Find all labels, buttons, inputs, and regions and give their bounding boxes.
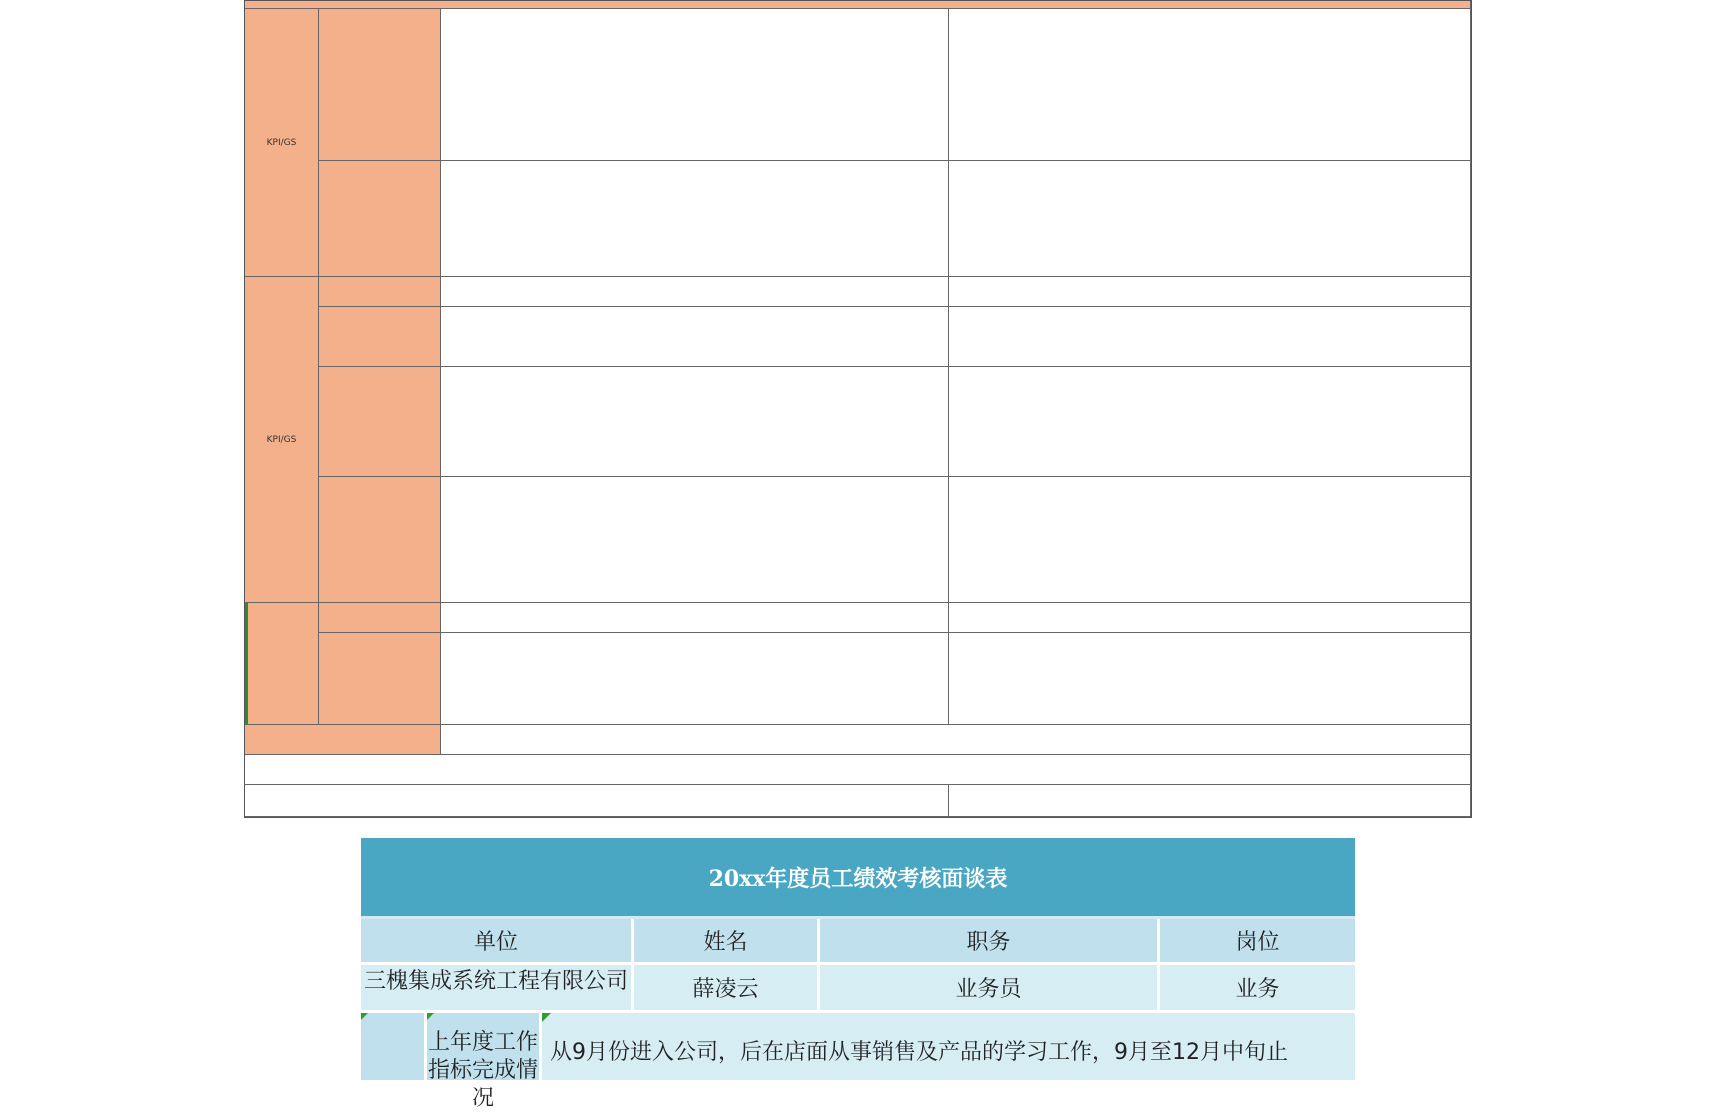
employee-signature <box>245 785 949 817</box>
header-post: 岗位 <box>1160 919 1355 965</box>
section-label-a: KPI/GS <box>245 9 319 277</box>
header-title: 职务 <box>820 919 1160 965</box>
value-unit[interactable]: 三槐集成系统工程有限公司 <box>361 965 634 1013</box>
row4-manager-plan <box>949 367 1471 477</box>
row3-self-assessment <box>441 307 949 367</box>
form-title: 20xx年度员工绩效考核面谈表 <box>361 838 1355 916</box>
manager-signature <box>949 785 1471 817</box>
section-cell <box>361 1013 427 1080</box>
row-label-3 <box>319 307 441 367</box>
row-label-5 <box>319 477 441 603</box>
plan-options <box>441 725 1471 755</box>
row-label-last-year: 上年度工作指标完成情况 <box>427 1013 542 1080</box>
comment-marker-3 <box>542 1013 551 1022</box>
header-name: 姓名 <box>634 919 820 965</box>
header-indicator <box>319 277 441 307</box>
row-label-1 <box>319 9 441 161</box>
row5-manager-plan <box>949 477 1471 603</box>
row-label-4 <box>319 367 441 477</box>
row2-self-assessment <box>441 161 949 277</box>
plan-label <box>245 725 441 755</box>
comment-marker <box>361 1013 368 1020</box>
interview-form <box>361 838 1355 1111</box>
comment-marker-2 <box>427 1013 434 1020</box>
header-unit: 单位 <box>361 919 634 965</box>
value-post[interactable]: 业务 <box>1160 965 1355 1013</box>
appraisal-sheet <box>244 0 1472 818</box>
row3-manager-plan <box>949 307 1471 367</box>
value-name[interactable]: 薛凌云 <box>634 965 820 1013</box>
confirmation-row <box>245 755 1471 785</box>
row6-self-assessment <box>441 633 949 725</box>
row2-manager-plan <box>949 161 1471 277</box>
row1-self-assessment <box>441 9 949 161</box>
row5-self-assessment <box>441 477 949 603</box>
header-manager <box>949 277 1471 307</box>
top-strip <box>245 1 1471 9</box>
row4-self-assessment <box>441 367 949 477</box>
header-ability <box>319 603 441 633</box>
row-text-last-year[interactable]: 从9月份进入公司，后在店面从事销售及产品的学习工作，9月至12月中旬止 <box>542 1013 1355 1080</box>
row6-manager-plan <box>949 633 1471 725</box>
header-self-2 <box>441 603 949 633</box>
row-label-2 <box>319 161 441 277</box>
value-title[interactable]: 业务员 <box>820 965 1160 1013</box>
section-label-c <box>245 603 319 725</box>
row1-manager-plan <box>949 9 1471 161</box>
header-manager-2 <box>949 603 1471 633</box>
header-self <box>441 277 949 307</box>
section-label-b: KPI/GS <box>245 277 319 603</box>
row-label-6 <box>319 633 441 725</box>
